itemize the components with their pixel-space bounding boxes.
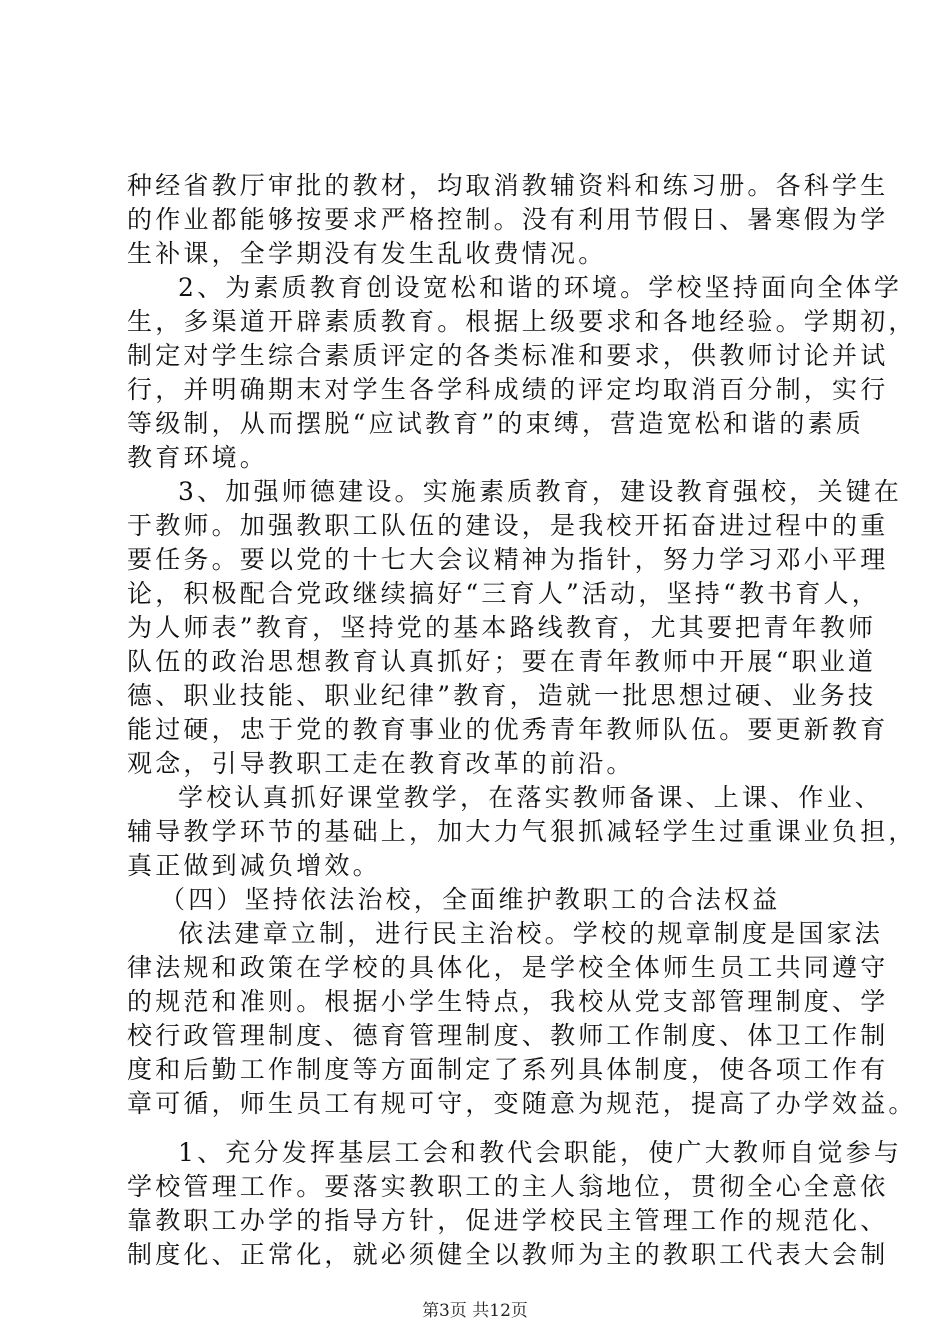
text-line: 律法规和政策在学校的具体化，是学校全体师生员工共同遵守 — [127, 953, 889, 982]
text-line: 的规范和准则。根据小学生特点，我校从党支部管理制度、学 — [127, 987, 889, 1016]
text-line: 论，积极配合党政继续搞好“三育人”活动，坚持“教书育人， — [127, 579, 880, 608]
text-line: 观念，引导教职工走在教育改革的前沿。 — [127, 749, 635, 778]
text-line: 校行政管理制度、德育管理制度、教师工作制度、体卫工作制 — [127, 1021, 889, 1050]
text-line: 制定对学生综合素质评定的各类标准和要求，供教师讨论并试 — [127, 341, 889, 370]
text-line: 德、职业技能、职业纪律”教育，造就一批思想过硬、业务技 — [127, 681, 877, 710]
text-line: 3、加强师德建设。实施素质教育，建设教育强校，关键在 — [178, 477, 903, 506]
text-line: 章可循，师生员工有规可守，变随意为规范，提高了办学效益。 — [127, 1089, 917, 1118]
text-line: 生，多渠道开辟素质教育。根据上级要求和各地经验。学期初， — [127, 307, 917, 336]
text-line: 队伍的政治思想教育认真抓好；要在青年教师中开展“职业道 — [127, 647, 877, 676]
text-line: 能过硬，忠于党的教育事业的优秀青年教师队伍。要更新教育 — [127, 715, 889, 744]
text-line: 为人师表”教育，坚持党的基本路线教育，尤其要把青年教师 — [127, 613, 877, 642]
text-line: 生补课，全学期没有发生乱收费情况。 — [127, 239, 607, 268]
text-line: 于教师。加强教职工队伍的建设，是我校开拓奋进过程中的重 — [127, 511, 889, 540]
text-line: 要任务。要以党的十七大会议精神为指针，努力学习邓小平理 — [127, 545, 889, 574]
section-heading: （四）坚持依法治校，全面维护教职工的合法权益 — [160, 885, 781, 914]
text-line: 1、充分发挥基层工会和教代会职能，使广大教师自觉参与 — [178, 1138, 903, 1167]
text-line: 学校认真抓好课堂教学，在落实教师备课、上课、作业、 — [178, 783, 884, 812]
text-line: 真正做到减负增效。 — [127, 851, 381, 880]
text-line: 依法建章立制，进行民主治校。学校的规章制度是国家法 — [178, 919, 884, 948]
text-line: 度和后勤工作制度等方面制定了系列具体制度，使各项工作有 — [127, 1055, 889, 1084]
page-number: 第3页 共12页 — [422, 1301, 528, 1321]
text-line: 辅导教学环节的基础上，加大力气狠抓减轻学生过重课业负担， — [127, 817, 917, 846]
text-line: 2、为素质教育创设宽松和谐的环境。学校坚持面向全体学 — [178, 273, 903, 302]
text-line: 等级制，从而摆脱“应试教育”的束缚，营造宽松和谐的素质 — [127, 409, 864, 438]
text-line: 制度化、正常化，就必须健全以教师为主的教职工代表大会制 — [127, 1240, 889, 1269]
text-line: 教育环境。 — [127, 443, 269, 472]
text-line: 的作业都能够按要求严格控制。没有利用节假日、暑寒假为学 — [127, 205, 889, 234]
text-line: 靠教职工办学的指导方针，促进学校民主管理工作的规范化、 — [127, 1206, 889, 1235]
text-line: 行，并明确期末对学生各学科成绩的评定均取消百分制，实行 — [127, 375, 889, 404]
text-line: 种经省教厅审批的教材，均取消教辅资料和练习册。各科学生 — [127, 171, 889, 200]
text-line: 学校管理工作。要落实教职工的主人翁地位，贯彻全心全意依 — [127, 1172, 889, 1201]
